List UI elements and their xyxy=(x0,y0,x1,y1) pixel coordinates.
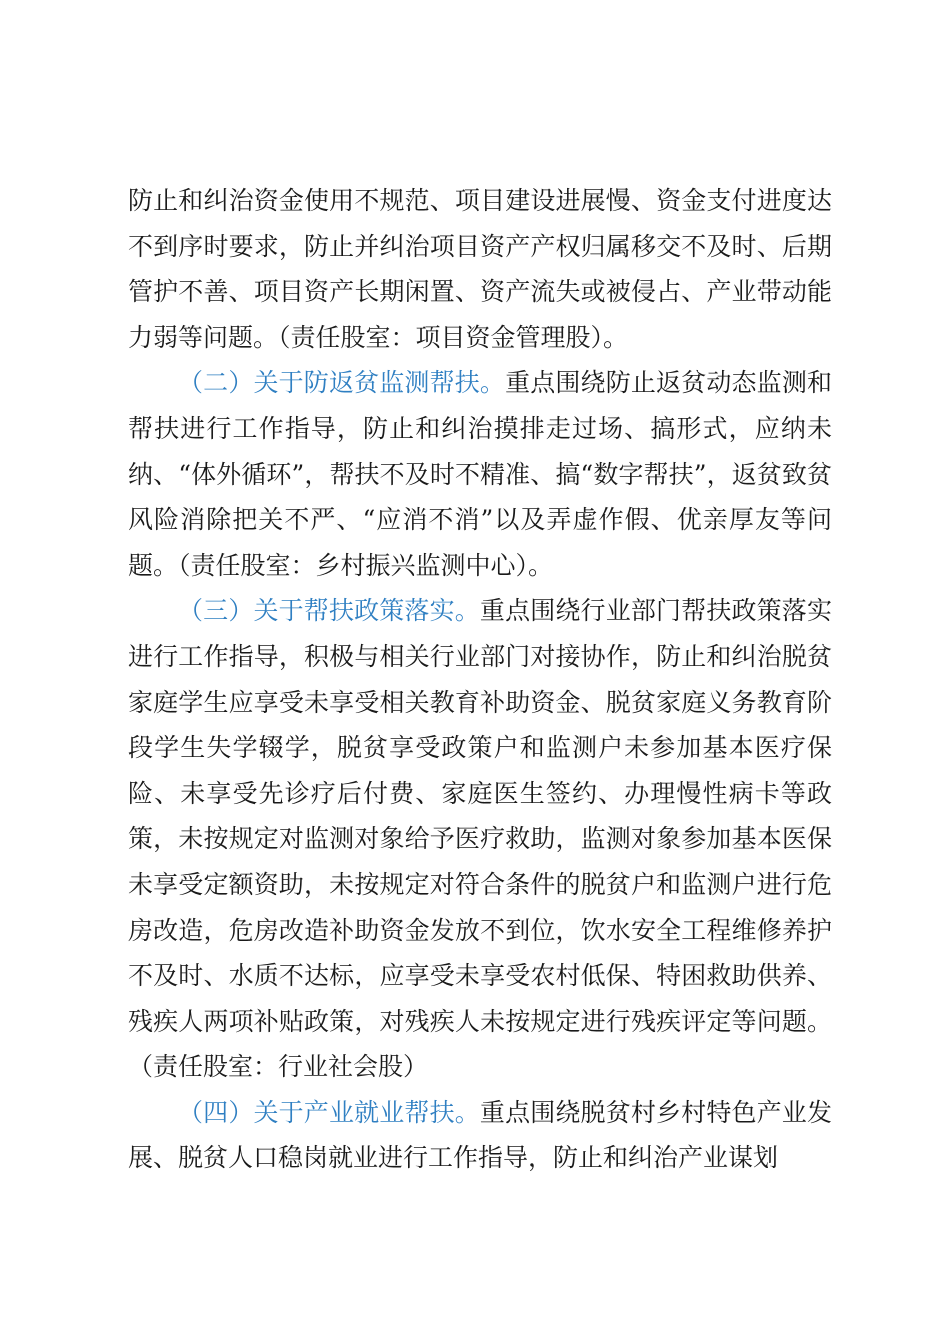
section-heading: （三）关于帮扶政策落实。 xyxy=(178,596,480,626)
document-page xyxy=(128,178,832,1181)
paragraph-body: 重点围绕脱贫村乡村特色产业发展、脱贫人口稳岗就业进行工作指导，防止和纠治产业谋划 xyxy=(128,1097,832,1173)
paragraph-section-4 xyxy=(128,1090,832,1181)
section-heading: （二）关于防返贫监测帮扶。 xyxy=(178,368,506,398)
paragraph-continued xyxy=(128,178,832,360)
paragraph-section-2 xyxy=(128,360,832,588)
paragraph-body: 重点围绕防止返贫动态监测和帮扶进行工作指导，防止和纠治摸排走过场、搞形式，应纳未纳、“体外循环”，帮扶不及时不精准、搞“数字帮扶”，返贫致贫风险消除把关不严、“应消不消”以及弄虚作假、优亲厚友等问题。（责任股室：乡村振兴监测中心）。 xyxy=(128,368,832,580)
section-heading: （四）关于产业就业帮扶。 xyxy=(178,1097,480,1127)
paragraph-body: 防止和纠治资金使用不规范、项目建设进展慢、资金支付进度达不到序时要求，防止并纠治项目资产产权归属移交不及时、后期管护不善、项目资产长期闲置、资产流失或被侵占、产业带动能力弱等问题。（责任股室：项目资金管理股）。 xyxy=(128,186,832,352)
paragraph-body: 重点围绕行业部门帮扶政策落实进行工作指导，积极与相关行业部门对接协作，防止和纠治脱贫家庭学生应享受未享受相关教育补助资金、脱贫家庭义务教育阶段学生失学辍学，脱贫享受政策户和监测户未参加基本医疗保险、未享受先诊疗后付费、家庭医生签约、办理慢性病卡等政策，未按规定对监测对象给予医疗救助，监测对象参加基本医保未享受定额资助，未按规定对符合条件的脱贫户和监测户进行危房改造，危房改造补助资金发放不到位，饮水安全工程维修养护不及时、水质不达标，应享受未享受农村低保、特困救助供养、残疾人两项补贴政策，对残疾人未按规定进行残疾评定等问题。（责任股室：行业社会股） xyxy=(128,596,832,1082)
paragraph-section-3 xyxy=(128,588,832,1090)
